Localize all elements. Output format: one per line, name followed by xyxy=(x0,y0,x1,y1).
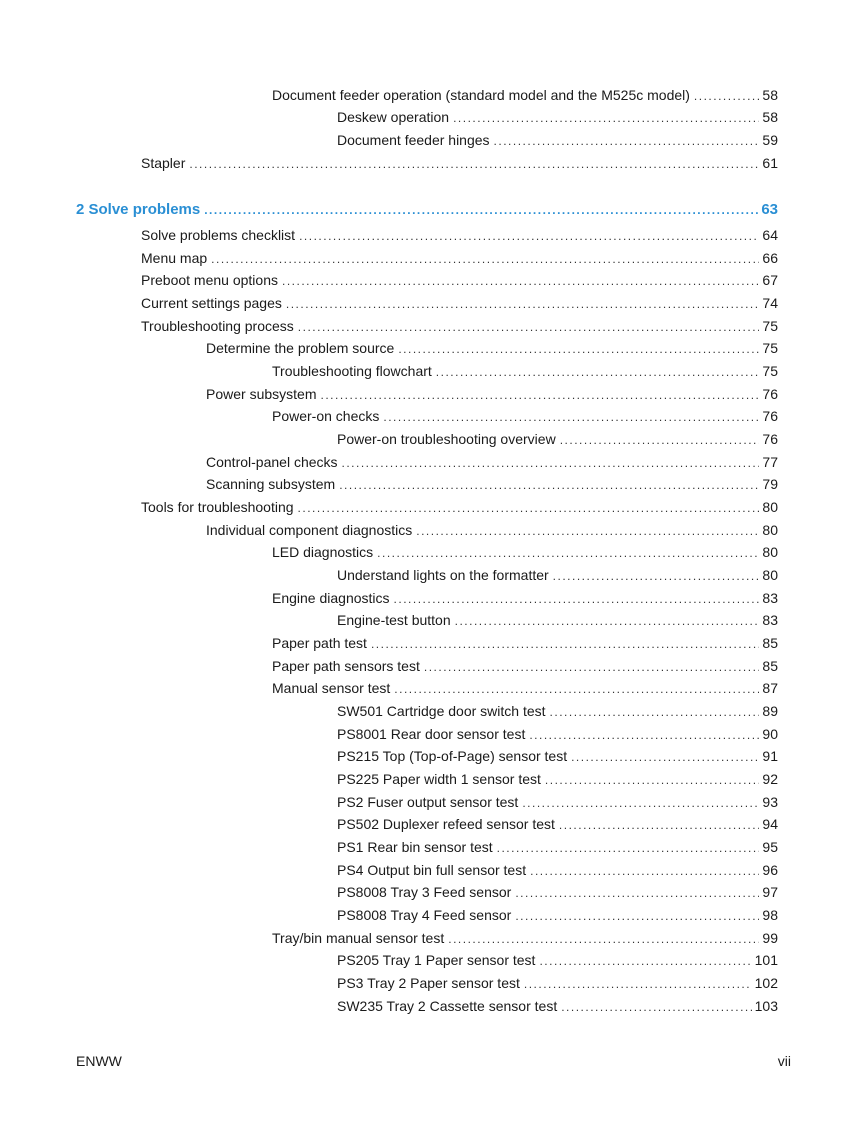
toc-entry[interactable] xyxy=(141,154,778,172)
toc-page-number: 67 xyxy=(762,272,778,288)
toc-dot-leader xyxy=(494,132,760,150)
toc-dot-leader xyxy=(398,340,759,358)
toc-entry-title: PS4 Output bin full sensor test xyxy=(337,862,527,878)
toc-entry[interactable] xyxy=(337,793,778,811)
toc-page-number: 98 xyxy=(762,907,778,923)
toc-entry[interactable] xyxy=(337,747,778,765)
toc-page-number: 64 xyxy=(762,227,778,243)
toc-entry[interactable] xyxy=(337,997,778,1015)
toc-entry[interactable] xyxy=(141,226,778,244)
toc-entry-title: PS3 Tray 2 Paper sensor test xyxy=(337,975,520,991)
toc-entry[interactable] xyxy=(272,657,778,675)
toc-dot-leader xyxy=(320,386,759,404)
toc-dot-leader xyxy=(545,771,760,789)
toc-page-number: 80 xyxy=(762,567,778,583)
toc-entry-title: Manual sensor test xyxy=(272,680,391,696)
toc-page-number: 59 xyxy=(762,132,778,148)
toc-entry-title: PS8001 Rear door sensor test xyxy=(337,726,526,742)
toc-page-number: 89 xyxy=(762,703,778,719)
toc-entry-title: Menu map xyxy=(141,250,208,266)
toc-dot-leader xyxy=(530,862,759,880)
toc-dot-leader xyxy=(416,522,759,540)
toc-dot-leader xyxy=(436,363,760,381)
toc-page-number: 80 xyxy=(762,499,778,515)
toc-dot-leader xyxy=(339,476,759,494)
toc-dot-leader xyxy=(299,227,759,245)
toc-entry-title: PS8008 Tray 3 Feed sensor xyxy=(337,884,512,900)
toc-page-number: 79 xyxy=(762,476,778,492)
toc-dot-leader xyxy=(298,318,760,336)
footer-page-number: vii xyxy=(777,1053,791,1069)
toc-entry-title: PS502 Duplexer refeed sensor test xyxy=(337,816,555,832)
toc-dot-leader xyxy=(342,454,760,472)
toc-entry[interactable] xyxy=(337,906,778,924)
toc-dot-leader xyxy=(694,87,760,105)
toc-entry-title: Paper path test xyxy=(272,635,367,651)
toc-entry-title: PS205 Tray 1 Paper sensor test xyxy=(337,952,536,968)
toc-entry[interactable] xyxy=(337,725,778,743)
toc-entry[interactable] xyxy=(272,407,778,425)
toc-dot-leader xyxy=(204,201,758,219)
toc-entry-title: Power-on checks xyxy=(272,408,380,424)
toc-dot-leader xyxy=(377,544,759,562)
toc-page-number: 75 xyxy=(762,363,778,379)
toc-entry-title: SW501 Cartridge door switch test xyxy=(337,703,546,719)
toc-dot-leader xyxy=(553,567,760,585)
toc-dot-leader xyxy=(529,726,759,744)
toc-dot-leader xyxy=(561,998,751,1016)
toc-entry-title: Engine diagnostics xyxy=(272,590,390,606)
toc-page-number: 77 xyxy=(762,454,778,470)
toc-entry[interactable] xyxy=(272,589,778,607)
toc-dot-leader xyxy=(550,703,760,721)
toc-entry[interactable] xyxy=(206,385,778,403)
toc-entry-title: Paper path sensors test xyxy=(272,658,420,674)
toc-dot-leader xyxy=(571,748,759,766)
toc-dot-leader xyxy=(453,109,759,127)
toc-entry[interactable] xyxy=(141,294,778,312)
toc-entry[interactable] xyxy=(141,317,778,335)
toc-page-number: 58 xyxy=(762,87,778,103)
toc-entry-title: Troubleshooting process xyxy=(141,318,294,334)
toc-entry-title: PS215 Top (Top-of-Page) sensor test xyxy=(337,748,568,764)
toc-dot-leader xyxy=(515,884,759,902)
toc-page-number: 75 xyxy=(762,318,778,334)
toc-page-number: 76 xyxy=(762,408,778,424)
toc-entry[interactable] xyxy=(272,543,778,561)
toc-entry-title: Engine-test button xyxy=(337,612,451,628)
toc-entry[interactable] xyxy=(337,131,778,149)
toc-page-number: 85 xyxy=(762,658,778,674)
toc-entry-title: LED diagnostics xyxy=(272,544,374,560)
toc-dot-leader xyxy=(394,680,759,698)
toc-entry[interactable] xyxy=(206,475,778,493)
toc-dot-leader xyxy=(282,272,759,290)
toc-page-number: 95 xyxy=(762,839,778,855)
toc-dot-leader xyxy=(189,155,759,173)
toc-entry[interactable] xyxy=(337,702,778,720)
toc-page-number: 63 xyxy=(761,201,778,218)
toc-entry[interactable] xyxy=(272,634,778,652)
toc-entry-title: Stapler xyxy=(141,155,186,171)
toc-entry-title: 2 Solve problems xyxy=(76,201,201,218)
toc-dot-leader xyxy=(560,431,760,449)
toc-page-number: 94 xyxy=(762,816,778,832)
toc-entry-title: Tray/bin manual sensor test xyxy=(272,930,445,946)
toc-page-number: 90 xyxy=(762,726,778,742)
toc-page-number: 102 xyxy=(754,975,778,991)
toc-entry-title: Current settings pages xyxy=(141,295,282,311)
toc-entry-title: PS225 Paper width 1 sensor test xyxy=(337,771,541,787)
toc-entry[interactable] xyxy=(206,339,778,357)
toc-entry-title: Tools for troubleshooting xyxy=(141,499,294,515)
toc-page-number: 76 xyxy=(762,386,778,402)
toc-dot-leader xyxy=(539,952,751,970)
toc-entry[interactable] xyxy=(337,861,778,879)
toc-entry-title: Deskew operation xyxy=(337,109,450,125)
toc-page-number: 96 xyxy=(762,862,778,878)
toc-entry[interactable] xyxy=(141,498,778,516)
toc-entry-title: Control-panel checks xyxy=(206,454,338,470)
toc-entry[interactable] xyxy=(337,566,778,584)
toc-page-number: 80 xyxy=(762,522,778,538)
toc-entry-title: Preboot menu options xyxy=(141,272,278,288)
toc-page-number: 91 xyxy=(762,748,778,764)
toc-page-number: 103 xyxy=(754,998,778,1014)
toc-dot-leader xyxy=(286,295,760,313)
toc-entry-title: Solve problems checklist xyxy=(141,227,296,243)
toc-page-number: 75 xyxy=(762,340,778,356)
toc-dot-leader xyxy=(497,839,760,857)
toc-entry-title: PS2 Fuser output sensor test xyxy=(337,794,519,810)
toc-entry-title: Power-on troubleshooting overview xyxy=(337,431,556,447)
toc-entry-title: Understand lights on the formatter xyxy=(337,567,549,583)
toc-entry[interactable] xyxy=(337,108,778,126)
toc-dot-leader xyxy=(424,658,760,676)
toc-page-number: 74 xyxy=(762,295,778,311)
toc-entry[interactable] xyxy=(141,271,778,289)
toc-entry[interactable] xyxy=(206,453,778,471)
toc-entry[interactable] xyxy=(337,770,778,788)
toc-entry-title: SW235 Tray 2 Cassette sensor test xyxy=(337,998,558,1014)
toc-page-number: 83 xyxy=(762,590,778,606)
toc-dot-leader xyxy=(455,612,760,630)
toc-entry[interactable] xyxy=(337,951,778,969)
toc-chapter-entry[interactable] xyxy=(76,201,778,219)
toc-dot-leader xyxy=(394,590,760,608)
toc-page-number: 85 xyxy=(762,635,778,651)
toc-entry-title: Determine the problem source xyxy=(206,340,395,356)
toc-dot-leader xyxy=(515,907,759,925)
toc-entry-title: Document feeder hinges xyxy=(337,132,490,148)
toc-dot-leader xyxy=(524,975,752,993)
toc-entry-title: Troubleshooting flowchart xyxy=(272,363,432,379)
toc-entry[interactable] xyxy=(337,974,778,992)
toc-page-number: 97 xyxy=(762,884,778,900)
toc-entry-title: Document feeder operation (standard model and the M525c model) xyxy=(272,87,690,103)
toc-dot-leader xyxy=(211,250,759,268)
toc-entry[interactable] xyxy=(272,362,778,380)
toc-entry[interactable] xyxy=(272,929,778,947)
toc-page-number: 87 xyxy=(762,680,778,696)
toc-entry[interactable] xyxy=(272,679,778,697)
toc-page-number: 101 xyxy=(754,952,778,968)
toc-dot-leader xyxy=(522,794,759,812)
toc-page-number: 58 xyxy=(762,109,778,125)
toc-page-number: 61 xyxy=(762,155,778,171)
toc-page-number: 76 xyxy=(762,431,778,447)
toc-dot-leader xyxy=(383,408,759,426)
toc-page-number: 66 xyxy=(762,250,778,266)
toc-entry[interactable] xyxy=(272,86,778,104)
toc-entry-title: PS1 Rear bin sensor test xyxy=(337,839,493,855)
toc-dot-leader xyxy=(448,930,759,948)
toc-entry[interactable] xyxy=(337,838,778,856)
toc-entry[interactable] xyxy=(337,815,778,833)
toc-dot-leader xyxy=(559,816,760,834)
toc-dot-leader xyxy=(298,499,760,517)
toc-entry[interactable] xyxy=(141,249,778,267)
toc-entry-title: PS8008 Tray 4 Feed sensor xyxy=(337,907,512,923)
toc-entry-title: Individual component diagnostics xyxy=(206,522,413,538)
toc-page-number: 80 xyxy=(762,544,778,560)
toc-entry[interactable] xyxy=(337,430,778,448)
toc-entry-title: Power subsystem xyxy=(206,386,317,402)
toc-dot-leader xyxy=(371,635,759,653)
toc-entry-title: Scanning subsystem xyxy=(206,476,336,492)
toc-page-number: 99 xyxy=(762,930,778,946)
toc-entry[interactable] xyxy=(337,611,778,629)
toc-entry[interactable] xyxy=(337,883,778,901)
toc-entry[interactable] xyxy=(206,521,778,539)
toc-page-number: 93 xyxy=(762,794,778,810)
toc-page-number: 83 xyxy=(762,612,778,628)
toc-page-number: 92 xyxy=(762,771,778,787)
footer-left: ENWW xyxy=(76,1053,122,1069)
